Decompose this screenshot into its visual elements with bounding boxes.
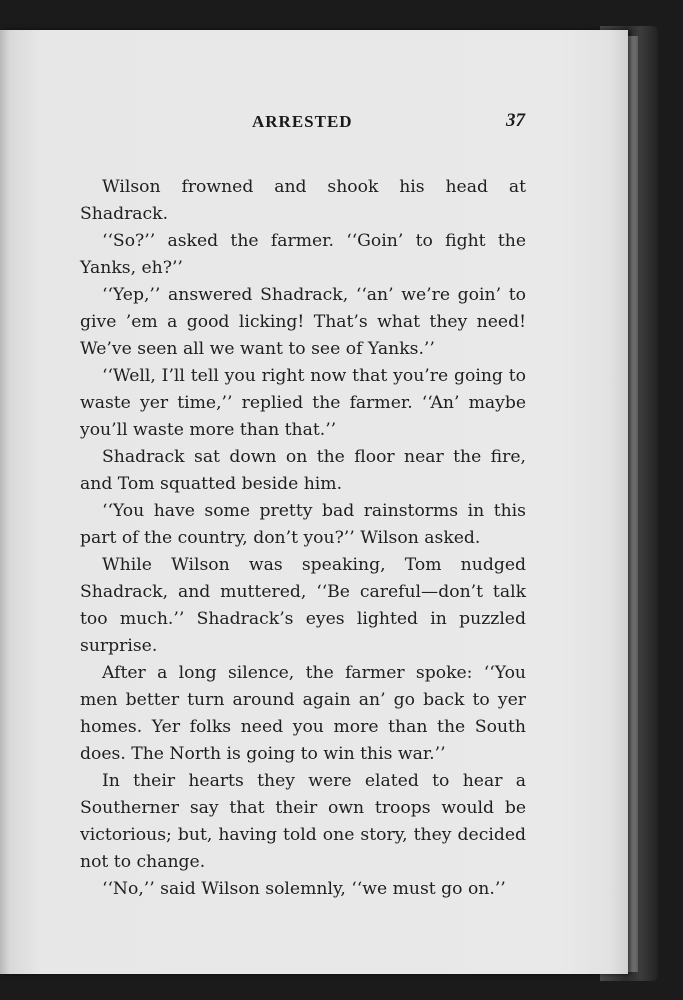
paragraph: ‘‘Yep,’’ answered Shadrack, ‘‘an’ we’re goin’ to give ’em a good licking! That’s what they need! We’ve seen all we want to see of Yanks.’’ (80, 285, 526, 359)
running-head: ARRESTED (252, 112, 353, 131)
paragraph: After a long silence, the farmer spoke: ‘‘You men better turn around again an’ go back to yer homes. Yer folks need you more than the South does. The North is going to win this war.’’ (80, 663, 526, 764)
paragraph: ‘‘You have some pretty bad rainstorms in this part of the country, don’t you?’’ Wilson asked. (80, 501, 526, 548)
body-text (80, 174, 526, 903)
paragraph: Wilson frowned and shook his head at Shadrack. (80, 177, 526, 224)
paragraph: Shadrack sat down on the floor near the fire, and Tom squatted beside him. (80, 447, 526, 494)
paragraph: In their hearts they were elated to hear a Southerner say that their own troops would be victorious; but, having told one story, they decided not to change. (80, 771, 526, 872)
page-header (0, 112, 628, 136)
page-number: 37 (506, 110, 525, 131)
paragraph: ‘‘No,’’ said Wilson solemnly, ‘‘we must go on.’’ (102, 879, 506, 899)
page-stack-edge (628, 36, 638, 972)
book-page (0, 30, 628, 974)
paragraph: ‘‘So?’’ asked the farmer. ‘‘Goin’ to fight the Yanks, eh?’’ (80, 231, 526, 278)
paragraph: While Wilson was speaking, Tom nudged Shadrack, and muttered, ‘‘Be careful—don’t talk too much.’’ Shadrack’s eyes lighted in puzzled surprise. (80, 555, 526, 656)
paragraph: ‘‘Well, I’ll tell you right now that you’re going to waste yer time,’’ replied the farmer. ‘‘An’ maybe you’ll waste more than that.’’ (80, 366, 526, 440)
